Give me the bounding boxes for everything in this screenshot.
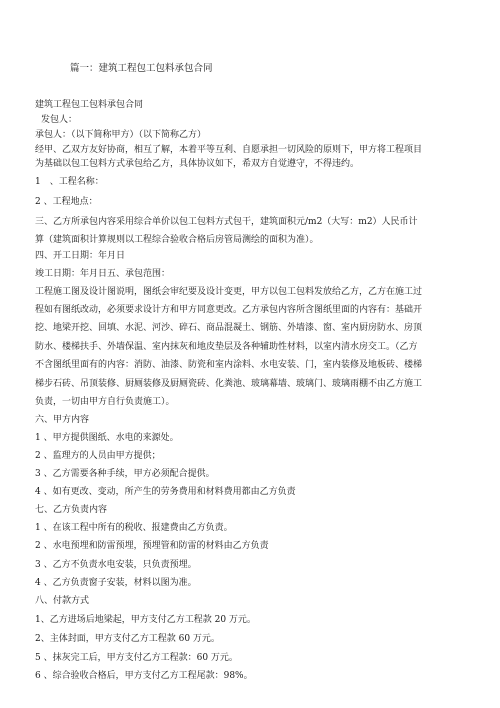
scope-paragraph-line-4: 防水、楼梯扶手、外墙保温、室内抹灰和地皮垫层及各种辅助性材料，以室内清水房交工。（乙方 xyxy=(35,342,418,352)
party-b-item-3: 3 、乙方不负责水电安装，只负责预埋。 xyxy=(35,560,197,570)
section-eight-heading: 八、付款方式 xyxy=(35,596,90,606)
intro-paragraph-line-2: 为基础以包工包料方式承包给乙方，具体协议如下，希双方自觉遵守，不得违约。 xyxy=(35,159,360,169)
intro-paragraph-line-1: 经甲、乙双方友好协商，相互了解，本着平等互利、自愿承担一切风险的原则下，甲方将工程项目 xyxy=(35,145,423,155)
project-name-line: 1 、工程名称： xyxy=(35,177,104,187)
scope-paragraph-line-5: 不含图纸里面有的内容：消防、油漆、防瓷和室内涂料、水电安装、门，室内装修及地板砖、楼梯 xyxy=(35,360,423,370)
party-a-item-2: 2 、监理方的人员由甲方提供； xyxy=(35,451,161,461)
contract-body xyxy=(35,99,471,682)
scope-paragraph-line-6: 梯步石砖、吊顶装修、厨厕装修及厨厕瓷砖、化粪池、玻璃幕墙、玻璃门、玻璃雨棚不由乙方施工 xyxy=(35,379,423,389)
section-three-line-2: 算（建筑面积计算规则以工程综合验收合格后房管局测绘的面积为准）。 xyxy=(35,235,319,245)
section-seven-heading: 七、乙方负责内容 xyxy=(35,505,108,515)
party-a-item-3: 3 、乙方需要各种手续，甲方必须配合提供。 xyxy=(35,469,215,479)
party-b-item-2: 2 、水电预埋和防雷预埋，预埋管和防雷的材料由乙方负责 xyxy=(35,541,269,551)
scope-paragraph-line-2: 程如有图纸改动，必须要求设计方和甲方同意更改。乙方承包内容所含图纸里面的内容有：基础开 xyxy=(35,305,423,315)
document-title: 篇一：建筑工程包工包料承包合同 xyxy=(70,63,213,74)
party-a-item-4: 4 、如有更改、变动，所产生的劳务费用和材料费用都由乙方负责 xyxy=(35,487,296,497)
contract-heading: 建筑工程包工包料承包合同 xyxy=(35,100,144,110)
party-employer-line: 发包人： xyxy=(41,115,78,125)
completion-date-line: 竣工日期：年月日五、承包范围： xyxy=(35,269,171,279)
scope-paragraph-line-1: 工程施工图及设计图说明，图纸会审纪要及设计变更，甲方以包工包料发放给乙方，乙方在施工过 xyxy=(35,287,423,297)
section-three-line-1: 三、乙方所承包内容采用综合单价以包工包料方式包干，建筑面积元/m2（大写：m2）人民币计 xyxy=(35,217,418,227)
payment-item-1: 1、乙方进场后地梁起，甲方支付乙方工程款 20 万元。 xyxy=(35,615,256,625)
payment-item-6: 6 、综合验收合格后，甲方支付乙方工程尾款：98%。 xyxy=(35,671,253,681)
payment-item-2: 2、主体封面，甲方支付乙方工程款 60 万元。 xyxy=(35,634,220,644)
scope-paragraph-line-7: 负责，一切由甲方自行负责施工）。 xyxy=(35,397,175,407)
party-b-item-1: 1 、在该工程中所有的税收、报建费由乙方负责。 xyxy=(35,523,233,533)
project-location-line: 2 、工程地点： xyxy=(35,197,98,207)
scope-paragraph-line-3: 挖、地梁开挖、回填、水泥、河沙、碎石、商品混凝土、钢筋、外墙漆、窗、室内厨房防水、房顶 xyxy=(35,323,423,333)
start-date-line: 四、开工日期：年月日 xyxy=(35,251,126,261)
party-b-item-4: 4 、乙方负责窗子安装，材料以图为准。 xyxy=(35,578,197,588)
payment-item-5: 5 、抹灰完工后，甲方支付乙方工程款：60 万元。 xyxy=(35,653,238,663)
section-six-heading: 六、甲方内容 xyxy=(35,415,90,425)
party-a-item-1: 1 、甲方提供图纸、水电的来源处。 xyxy=(35,433,179,443)
party-contractor-line: 承包人：（以下简称甲方）（以下简称乙方） xyxy=(35,130,207,140)
